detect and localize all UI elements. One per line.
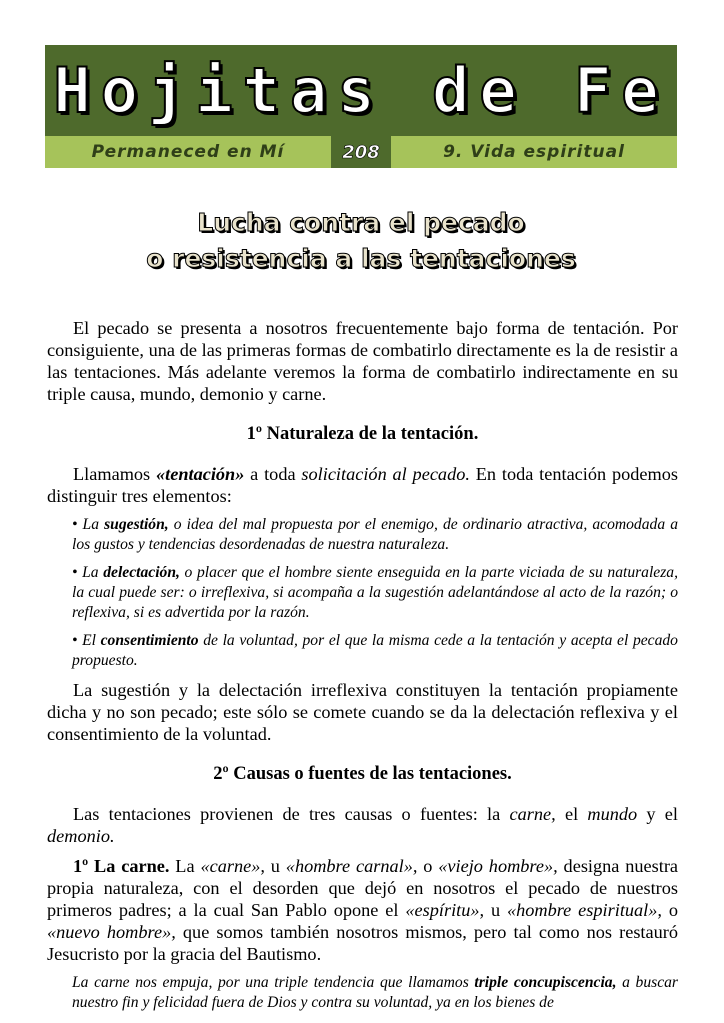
section-label: 9. Vida espiritual	[443, 142, 625, 162]
section-2-paragraph-2: 1º La carne. La «carne», u «hombre carnal», o «viejo hombre», designa nuestra propia naturaleza, con el desorden que dejó en nosotros el pecado de nuestros primeros padres; a la cual San Pablo opone el «espíritu», u «hombre espiritual», o «nuevo hombre», que somos también nosotros mismos, pero tal como nos restauró Jesucristo por la gracia del Bautismo.	[47, 856, 679, 964]
page-title	[45, 205, 677, 277]
issue-number: 208	[331, 136, 391, 168]
article-body	[47, 317, 678, 1013]
bullet-sugestion: • La sugestión, o idea del mal propuesta por el enemigo, de ordinario atractiva, acomodada a los gustos y tendencias desordenadas de nuestra naturaleza.	[72, 516, 678, 553]
series-label: Permaneced en Mí	[91, 142, 285, 162]
page-title-line-2: o resistencia a las tentaciones	[146, 244, 576, 273]
intro-paragraph: El pecado se presenta a nosotros frecuentemente bajo forma de tentación. Por consiguiente, una de las primeras formas de combatirlo directamente es la de resistir a las tentaciones. Más adelante veremos la forma de combatirlo indirectamente en su triple causa, mundo, demonio y carne.	[47, 318, 678, 404]
section-2-heading: 2º Causas o fuentes de las tentaciones.	[213, 764, 512, 784]
bullet-consentimiento: • El consentimiento de la voluntad, por el que la misma cede a la tentación y acepta el pecado propuesto.	[72, 632, 678, 669]
section-1-paragraph-2: La sugestión y la delectación irreflexiva constituyen la tentación propiamente dicha y no son pecado; este sólo se comete cuando se da la delectación reflexiva y el consentimiento de la voluntad.	[47, 680, 678, 744]
section-2-paragraph-1: Las tentaciones provienen de tres causas o fuentes: la carne, el mundo y el demonio.	[47, 804, 678, 846]
section-1-heading: 1º Naturaleza de la tentación.	[246, 424, 479, 444]
section-1-paragraph-1: Llamamos «tentación» a toda solicitación al pecado. En toda tentación podemos distinguir tres elementos:	[47, 464, 678, 506]
publication-title: Hojitas de Fe	[53, 53, 669, 127]
header-banner	[45, 45, 677, 168]
bullet-delectacion: • La delectación, o placer que el hombre siente enseguida en la parte viciada de su naturaleza, la cual puede ser: o irreflexiva, si acompaña a la sugestión adelantándose al acto de la razón; o reflexiva, si es advertida por la razón.	[72, 564, 678, 621]
page-title-line-1: Lucha contra el pecado	[197, 208, 525, 237]
header-subtitle-bar	[45, 136, 677, 168]
section-2-note: La carne nos empuja, por una triple tendencia que llamamos triple concupiscencia, a buscar nuestro fin y felicidad fuera de Dios y contra su voluntad, ya en los bienes de	[72, 974, 678, 1011]
header-title-bar	[45, 45, 677, 136]
